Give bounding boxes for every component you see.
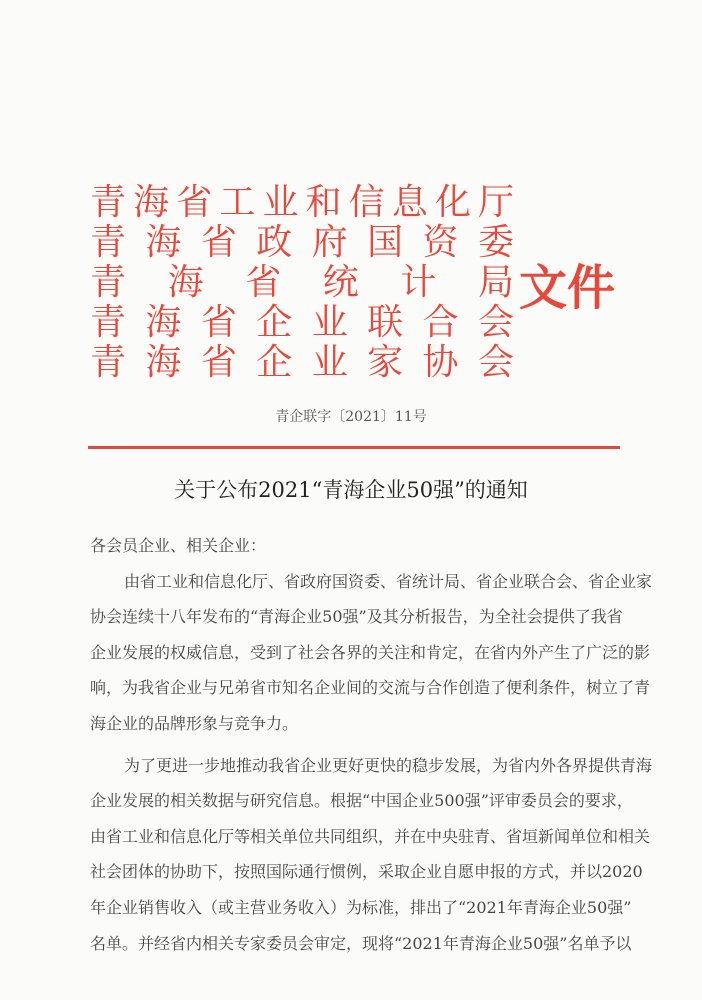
- issuer-char: 联: [367, 302, 404, 343]
- issuer-char: 政: [256, 222, 293, 263]
- paragraph-line: 企业发展的相关数据与研究信息。根据“中国企业500强”评审委员会的要求，: [90, 791, 633, 811]
- paragraph-line: 海企业的品牌形象与竞争力。: [90, 713, 299, 733]
- issuer-char: 统: [322, 262, 359, 303]
- issuer-char: 海: [167, 262, 204, 303]
- issuer-char: 工: [219, 182, 256, 223]
- issuer-char: 企: [256, 342, 293, 383]
- issuer-char: 海: [145, 342, 182, 383]
- issuer-char: 业: [311, 342, 348, 383]
- paragraph-line: 年企业销售收入（或主营业务收入）为标准，排出了“2021年青海企业50强”: [90, 897, 632, 917]
- issuer-char: 青: [90, 222, 127, 263]
- issuing-authorities: [90, 183, 514, 383]
- notice-title: 关于公布2021“青海企业50强”的通知: [174, 478, 528, 502]
- paragraph-line: 响，为我省企业与兄弟省市知名企业间的交流与合作创造了便利条件，树立了青: [90, 678, 651, 698]
- issuer-char: 青: [90, 302, 127, 343]
- issuer-line: [90, 263, 514, 303]
- notice-body: [90, 528, 653, 961]
- issuer-char: 业: [311, 302, 348, 343]
- paragraph-line: 企业发展的权威信息，受到了社会各界的关注和肯定，在省内外产生了广泛的影: [90, 642, 651, 662]
- paragraph-line: 由省工业和信息化厅、省政府国资委、省统计局、省企业联合会、省企业家: [124, 571, 653, 591]
- issuer-char: 企: [256, 302, 293, 343]
- issuer-char: 青: [90, 262, 127, 303]
- issuer-char: 委: [477, 222, 514, 263]
- issuer-char: 信: [348, 182, 385, 223]
- issuer-char: 息: [391, 182, 428, 223]
- issuer-char: 和: [305, 182, 342, 223]
- issuer-char: 厅: [477, 182, 514, 223]
- issuer-char: 化: [434, 182, 471, 223]
- paragraph-line: 由省工业和信息化厅等相关单位共同组织，并在中央驻青、省垣新闻单位和相关: [90, 826, 651, 846]
- paragraph-line: 协会连续十八年发布的“青海企业50强”及其分析报告，为全社会提供了我省: [90, 607, 623, 627]
- issuer-char: 业: [262, 182, 299, 223]
- issuer-char: 省: [176, 182, 213, 223]
- issuer-line: [90, 183, 514, 223]
- issuer-line: [90, 303, 514, 343]
- issuer-char: 会: [477, 342, 514, 383]
- issuer-char: 家: [367, 342, 404, 383]
- issuer-char: 合: [422, 302, 459, 343]
- document-label: 文件: [519, 260, 616, 316]
- issuer-char: 青: [90, 182, 127, 223]
- paragraph-line: 为了更进一步地推动我省企业更好更快的稳步发展，为省内外各界提供青海: [124, 755, 653, 775]
- issuer-char: 会: [477, 302, 514, 343]
- issuer-char: 计: [400, 262, 437, 303]
- paragraph-line: 名单。并经省内相关专家委员会审定，现将“2021年青海企业50强”名单予以: [90, 933, 632, 953]
- issuer-char: 府: [311, 222, 348, 263]
- salutation: 各会员企业、相关企业：: [90, 536, 267, 555]
- issuer-char: 青: [90, 342, 127, 383]
- issuer-char: 资: [422, 222, 459, 263]
- issuer-char: 局: [477, 262, 514, 303]
- issuer-line: [90, 343, 514, 383]
- red-divider: [88, 446, 620, 449]
- issuer-line: [90, 223, 514, 263]
- issuer-char: 协: [422, 342, 459, 383]
- issuer-char: 海: [145, 302, 182, 343]
- issuer-char: 省: [200, 302, 237, 343]
- issuer-char: 海: [145, 222, 182, 263]
- issuer-char: 省: [245, 262, 282, 303]
- issuer-char: 海: [133, 182, 170, 223]
- paragraph-line: 社会团体的协助下，按照国际通行惯例，采取企业自愿申报的方式，并以2020: [90, 862, 643, 882]
- issuer-char: 省: [200, 222, 237, 263]
- issuer-char: 省: [200, 342, 237, 383]
- document-number: 青企联字〔2021〕11号: [275, 409, 427, 425]
- issuer-char: 国: [367, 222, 404, 263]
